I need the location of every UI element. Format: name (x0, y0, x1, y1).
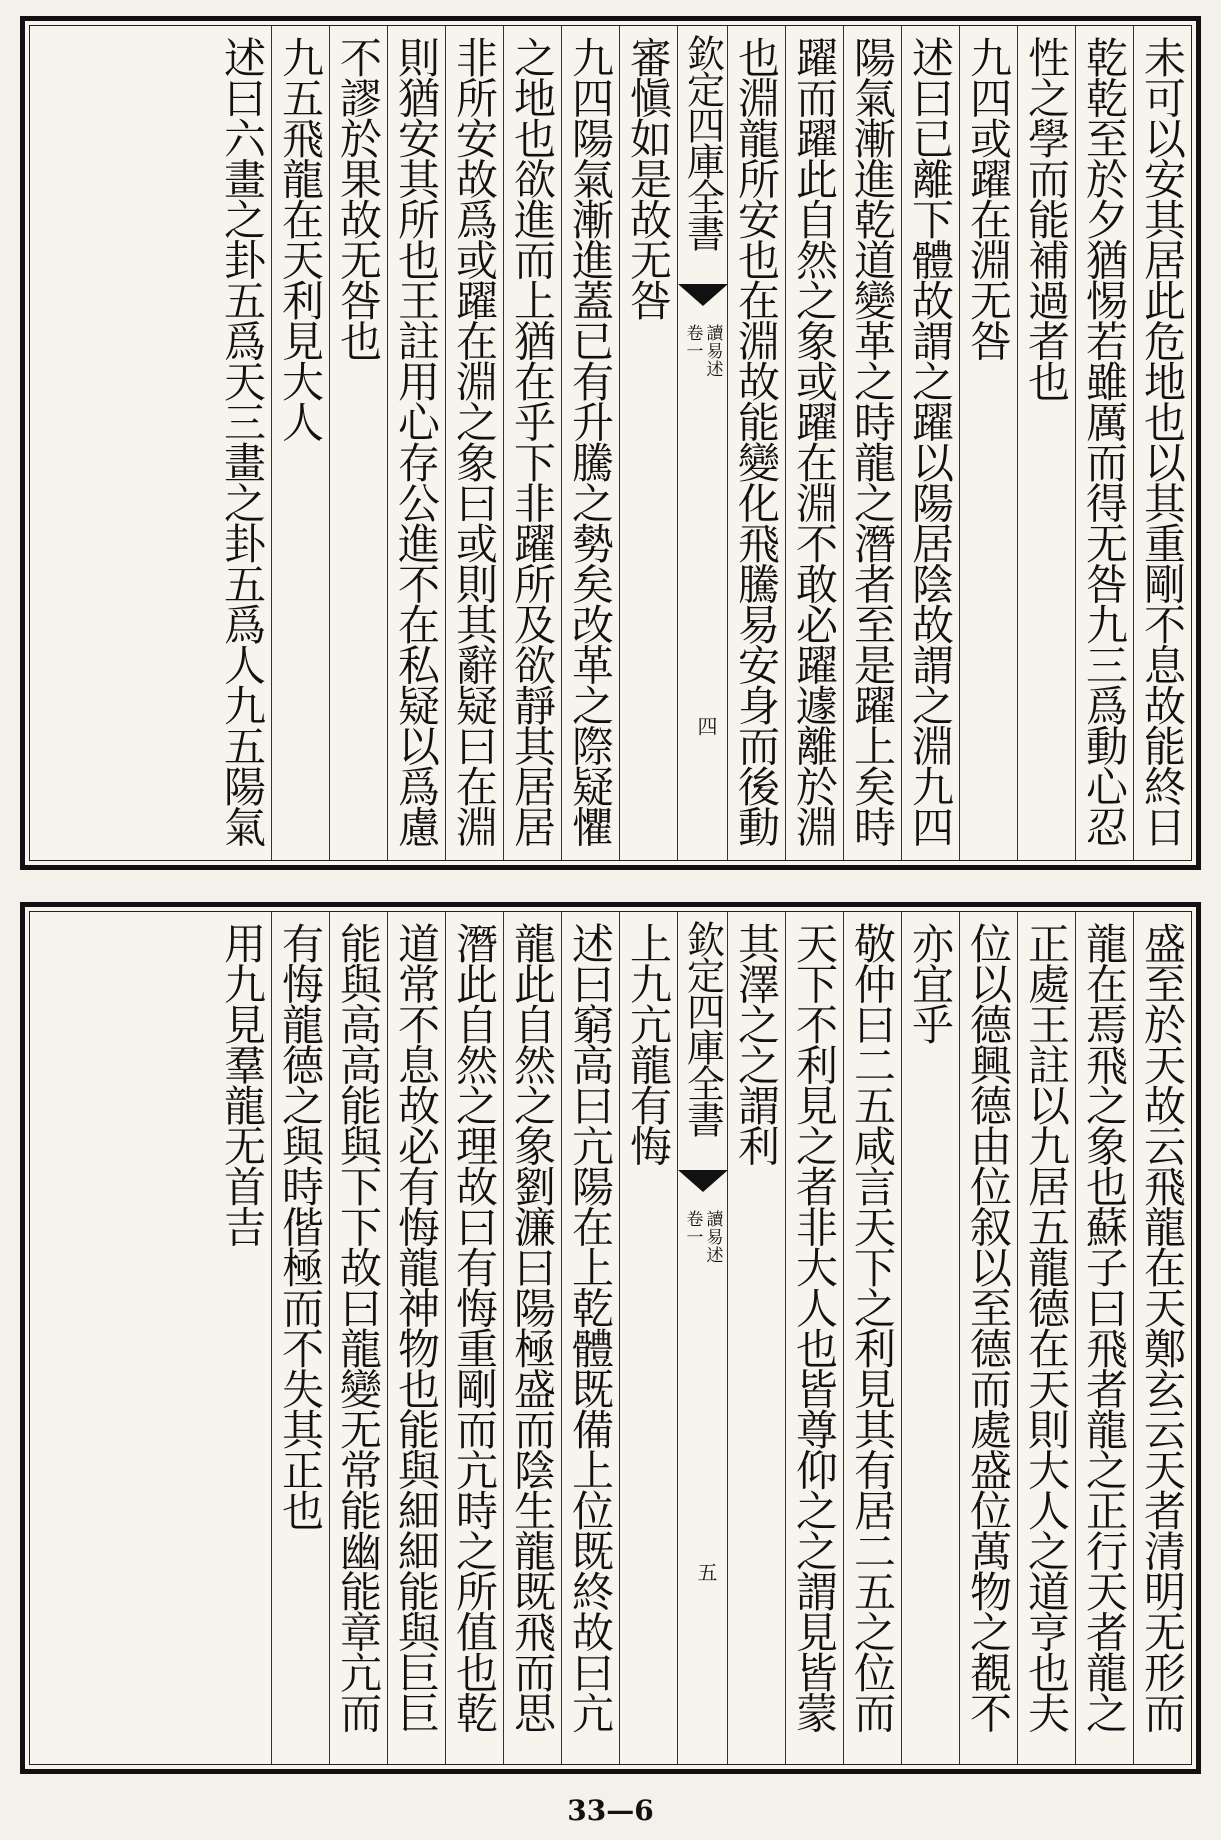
text-column: 龍在焉飛之象也蘇子曰飛者龍之正行天者龍之 (1075, 912, 1133, 1764)
collection-title: 欽定四庫全書 (680, 34, 725, 250)
collection-title: 欽定四庫全書 (680, 920, 725, 1136)
text-column: 九五飛龍在天利見大人 (271, 26, 329, 860)
text-column: 亦宜乎 (901, 912, 959, 1764)
text-column: 審愼如是故无咎 (619, 26, 677, 860)
text-column: 未可以安其居此危地也以其重剛不息故能終日 (1133, 26, 1191, 860)
text-column: 有悔龍德之與時偕極而不失其正也 (271, 912, 329, 1764)
text-column: 龍此自然之象劉濂曰陽極盛而陰生龍既飛而思 (503, 912, 561, 1764)
text-column: 其澤之之謂利 (727, 912, 785, 1764)
fish-tail-mark (678, 284, 728, 306)
page-number: 五 (694, 1562, 718, 1582)
bottom-left-text-block (213, 912, 677, 1764)
volume-label: 卷一 (682, 324, 703, 360)
fish-tail-mark (678, 1170, 728, 1192)
text-column: 躍而躍此自然之象或躍在淵不敢必躍遽離於淵 (785, 26, 843, 860)
text-column: 述曰窮高曰亢陽在上乾體既備上位既終故曰亢 (561, 912, 619, 1764)
text-column: 位以德興德由位叙以至德而處盛位萬物之覩不 (959, 912, 1017, 1764)
text-column: 能與高高能與下下故曰龍變无常能幽能章亢而 (329, 912, 387, 1764)
text-column: 也淵龍所安也在淵故能變化飛騰易安身而後動 (727, 26, 785, 860)
book-volume-label (684, 324, 722, 378)
text-column: 敬仲曰二五咸言天下之利見其有居二五之位而 (843, 912, 901, 1764)
text-column: 九四陽氣漸進蓋已有升騰之勢矣改革之際疑懼 (561, 26, 619, 860)
bottom-page-frame (29, 911, 1192, 1765)
text-column: 不謬於果故无咎也 (329, 26, 387, 860)
text-column: 盛至於天故云飛龍在天鄭玄云天者清明无形而 (1133, 912, 1191, 1764)
page-number: 四 (694, 716, 718, 736)
text-column: 道常不息故必有悔龍神物也能與細細能與巨巨 (387, 912, 445, 1764)
text-column: 正處王註以九居五龍德在天則大人之道亨也夫 (1017, 912, 1075, 1764)
book-volume-label (684, 1210, 722, 1264)
text-column: 性之學而能補過者也 (1017, 26, 1075, 860)
book-title: 讀易述 (702, 324, 723, 378)
book-title: 讀易述 (702, 1210, 723, 1264)
text-column: 潛此自然之理故曰有悔重剛而亢時之所值也乾 (445, 912, 503, 1764)
text-column: 上九亢龍有悔 (619, 912, 677, 1764)
volume-label: 卷一 (682, 1210, 703, 1246)
top-page-frame (29, 25, 1192, 861)
text-column: 非所安故爲或躍在淵之象曰或則其辭疑曰在淵 (445, 26, 503, 860)
text-column: 天下不利見之者非大人也皆尊仰之之謂見皆蒙 (785, 912, 843, 1764)
text-column: 則猶安其所也王註用心存公進不在私疑以爲慮 (387, 26, 445, 860)
top-left-text-block (213, 26, 677, 860)
bottom-center-margin (677, 912, 727, 1764)
top-page-panel (20, 16, 1201, 870)
bottom-page-panel (20, 902, 1201, 1774)
text-column: 述曰六畫之卦五爲天三畫之卦五爲人九五陽氣 (218, 36, 267, 846)
top-center-margin (677, 26, 727, 860)
top-right-text-block (727, 26, 1191, 860)
text-column: 用九見羣龍无首吉 (218, 922, 267, 1246)
bottom-right-text-block (727, 912, 1191, 1764)
text-column: 九四或躍在淵无咎 (959, 26, 1017, 860)
text-column: 陽氣漸進乾道變革之時龍之潛者至是躍上矣時 (843, 26, 901, 860)
text-column: 乾乾至於夕猶惕若雖厲而得无咎九三爲動心忍 (1075, 26, 1133, 860)
text-column: 述曰已離下體故謂之躍以陽居陰故謂之淵九四 (901, 26, 959, 860)
footer-page-reference: 33—6 (567, 1794, 654, 1827)
text-column: 之地也欲進而上猶在乎下非躍所及欲靜其居居 (503, 26, 561, 860)
